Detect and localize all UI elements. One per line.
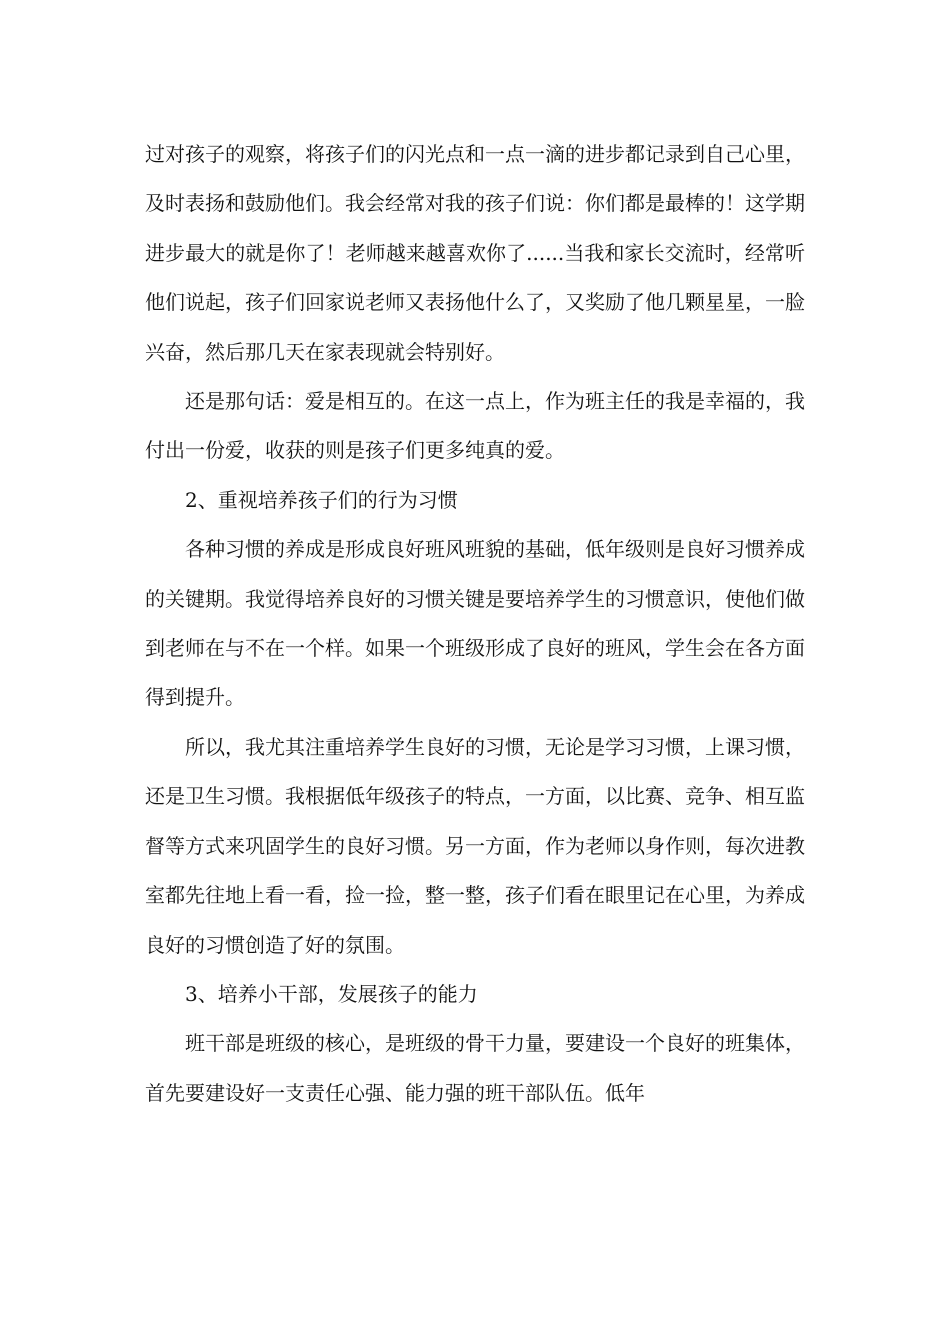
- paragraph-love-mutual: 还是那句话：爱是相互的。在这一点上，作为班主任的我是幸福的，我付出一份爱，收获的则是孩子们更多纯真的爱。: [145, 389, 805, 463]
- section-heading-3: 3、培养小干部，发展孩子的能力: [185, 981, 478, 1006]
- paragraph-class-cadres: 班干部是班级的核心，是班级的骨干力量，要建设一个良好的班集体，首先要建设好一支责任心强、能力强的班干部队伍。低年: [145, 1031, 805, 1105]
- section-heading-2: 2、重视培养孩子们的行为习惯: [185, 487, 458, 512]
- paragraph-habits-foundation: 各种习惯的养成是形成良好班风班貌的基础，低年级则是良好习惯养成的关键期。我觉得培养良好的习惯关键是要培养学生的习惯意识，使他们做到老师在与不在一个样。如果一个班级形成了良好的班风，学生会在各方面得到提升。: [145, 537, 805, 710]
- paragraph-habits-methods: 所以，我尤其注重培养学生良好的习惯，无论是学习习惯，上课习惯，还是卫生习惯。我根据低年级孩子的特点，一方面，以比赛、竞争、相互监督等方式来巩固学生的良好习惯。另一方面，作为老师以身作则，每次进教室都先往地上看一看，捡一捡，整一整，孩子们看在眼里记在心里，为养成良好的习惯创造了好的氛围。: [145, 734, 805, 957]
- paragraph-continued: 过对孩子的观察，将孩子们的闪光点和一点一滴的进步都记录到自己心里，及时表扬和鼓励他们。我会经常对我的孩子们说：你们都是最棒的！这学期进步最大的就是你了！老师越来越喜欢你了......当我和家长交流时，经常听他们说起，孩子们回家说老师又表扬他什么了，又奖励了他几颗星星，一脸兴奋，然后那几天在家表现就会特别好。: [145, 142, 805, 364]
- document-body: [145, 130, 805, 1118]
